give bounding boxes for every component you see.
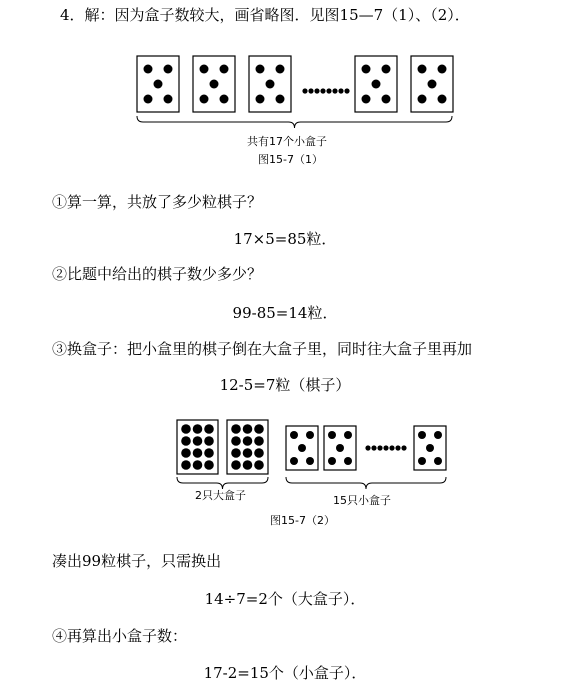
- chess-piece: [434, 457, 442, 465]
- chess-piece: [298, 444, 306, 452]
- chess-piece: [154, 80, 163, 89]
- chess-piece: [362, 95, 371, 104]
- fig1-brace-label: 共有17个小盒子: [247, 135, 327, 148]
- chess-piece: [290, 457, 298, 465]
- ellipsis-dot: [308, 88, 313, 93]
- chess-piece: [243, 460, 253, 470]
- figure-15-7-2: [0, 415, 570, 525]
- chess-piece: [256, 95, 265, 104]
- q4-answer: 17-2=15个（小盒子）．: [203, 664, 367, 682]
- chess-piece: [181, 460, 191, 470]
- chess-piece: [290, 431, 298, 439]
- chess-piece: [144, 65, 153, 74]
- q2-question: ②比题中给出的棋子数少多少？: [52, 265, 263, 283]
- ellipsis-dot: [332, 88, 337, 93]
- chess-piece: [204, 448, 214, 458]
- ellipsis-dot: [389, 445, 394, 450]
- chess-piece: [181, 448, 191, 458]
- fig1-caption: 图15-7（1）: [258, 153, 323, 166]
- chess-piece: [181, 424, 191, 434]
- chess-piece: [210, 80, 219, 89]
- chess-piece: [428, 80, 437, 89]
- ellipsis-dot: [401, 445, 406, 450]
- fig2-small-brace-label: 15只小盒子: [333, 494, 391, 507]
- chess-piece: [306, 431, 314, 439]
- chess-piece: [204, 460, 214, 470]
- q4-question: ④再算出小盒子数：: [52, 627, 188, 645]
- chess-piece: [372, 80, 381, 89]
- chess-piece: [231, 436, 241, 446]
- chess-piece: [200, 65, 209, 74]
- chess-piece: [344, 457, 352, 465]
- chess-piece: [164, 95, 173, 104]
- chess-piece: [231, 460, 241, 470]
- chess-piece: [276, 95, 285, 104]
- chess-piece: [418, 457, 426, 465]
- ellipsis-dot: [326, 88, 331, 93]
- small-brace: [286, 477, 446, 489]
- ellipsis-dot: [395, 445, 400, 450]
- q3-answer: 12-5=7粒（棋子）: [219, 376, 351, 394]
- chess-piece: [193, 424, 203, 434]
- chess-piece: [266, 80, 275, 89]
- chess-piece: [200, 95, 209, 104]
- brace: [137, 116, 452, 128]
- chess-piece: [328, 457, 336, 465]
- chess-piece: [382, 65, 391, 74]
- chess-piece: [418, 65, 427, 74]
- chess-piece: [438, 95, 447, 104]
- q2-answer: 99-85=14粒．: [232, 304, 338, 322]
- chess-piece: [204, 424, 214, 434]
- chess-piece: [243, 436, 253, 446]
- chess-piece: [438, 65, 447, 74]
- gather-answer: 14÷7=2个（大盒子）．: [204, 590, 366, 608]
- ellipsis-dot: [377, 445, 382, 450]
- ellipsis-dot: [338, 88, 343, 93]
- ellipsis-dot: [320, 88, 325, 93]
- ellipsis-dot: [371, 445, 376, 450]
- chess-piece: [256, 65, 265, 74]
- chess-piece: [181, 436, 191, 446]
- q1-answer: 17×5=85粒．: [233, 230, 337, 248]
- chess-piece: [193, 448, 203, 458]
- chess-piece: [220, 65, 229, 74]
- ellipsis-dot: [383, 445, 388, 450]
- chess-piece: [344, 431, 352, 439]
- chess-piece: [231, 448, 241, 458]
- fig2-big-brace-label: 2只大盒子: [195, 489, 246, 502]
- chess-piece: [276, 65, 285, 74]
- ellipsis-dot: [344, 88, 349, 93]
- ellipsis-dot: [314, 88, 319, 93]
- chess-piece: [434, 431, 442, 439]
- chess-piece: [193, 460, 203, 470]
- chess-piece: [254, 436, 264, 446]
- chess-piece: [220, 95, 229, 104]
- chess-piece: [243, 424, 253, 434]
- heading: 4．解：因为盒子数较大，画省略图．见图15—7（1）、（2）．: [60, 6, 470, 24]
- chess-piece: [193, 436, 203, 446]
- chess-piece: [144, 95, 153, 104]
- chess-piece: [164, 65, 173, 74]
- chess-piece: [254, 448, 264, 458]
- chess-piece: [328, 431, 336, 439]
- chess-piece: [418, 95, 427, 104]
- fig2-caption: 图15-7（2）: [270, 514, 335, 527]
- chess-piece: [362, 65, 371, 74]
- gather-text: 凑出99粒棋子，只需换出: [52, 552, 222, 570]
- ellipsis-dot: [302, 88, 307, 93]
- chess-piece: [254, 424, 264, 434]
- chess-piece: [426, 444, 434, 452]
- chess-piece: [418, 431, 426, 439]
- q3-question: ③换盒子：把小盒里的棋子倒在大盒子里，同时往大盒子里再加: [52, 340, 473, 358]
- chess-piece: [306, 457, 314, 465]
- chess-piece: [382, 95, 391, 104]
- q1-question: ①算一算，共放了多少粒棋子？: [52, 193, 263, 211]
- chess-piece: [243, 448, 253, 458]
- chess-piece: [231, 424, 241, 434]
- ellipsis-dot: [365, 445, 370, 450]
- chess-piece: [204, 436, 214, 446]
- chess-piece: [336, 444, 344, 452]
- chess-piece: [254, 460, 264, 470]
